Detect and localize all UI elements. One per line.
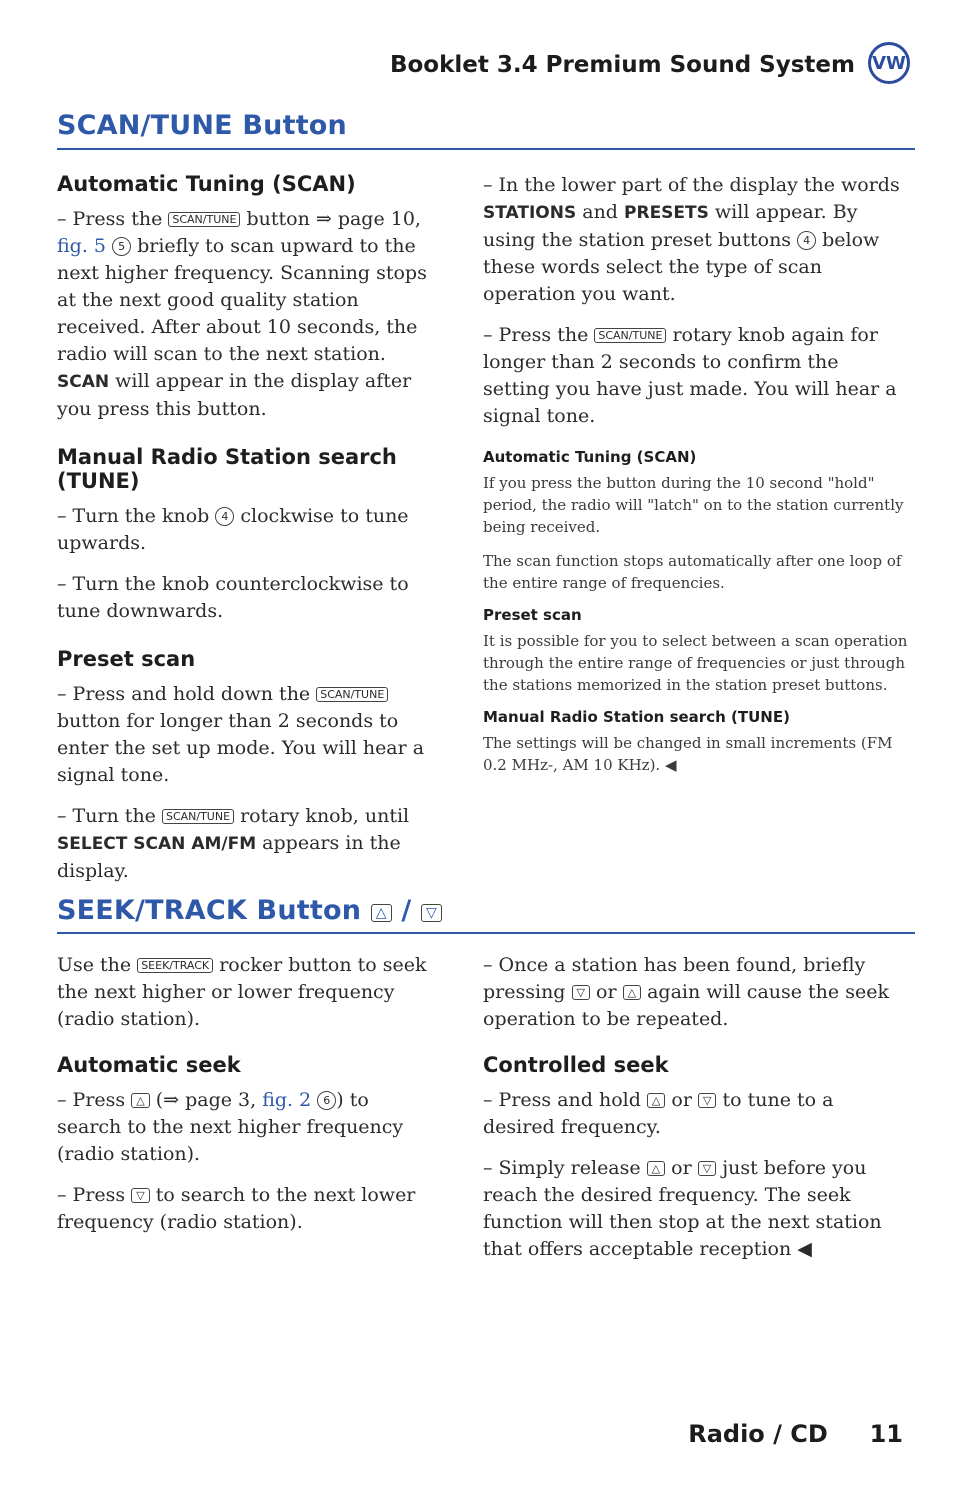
scan-tune-right-column	[483, 172, 908, 788]
section-divider	[57, 932, 915, 934]
heading-controlled-seek: Controlled seek	[483, 1053, 669, 1077]
section-divider	[57, 148, 915, 150]
paragraph-seek-down: – Press ▽ to search to the next lower frequency (radio station).	[57, 1184, 416, 1233]
section-title-scan-tune: SCAN/TUNE Button	[57, 110, 347, 141]
heading-manual-search: Manual Radio Station search (TUNE)	[57, 445, 397, 493]
arrow-down-icon: ▽	[698, 1093, 716, 1108]
heading-automatic-seek: Automatic seek	[57, 1053, 241, 1077]
scan-tune-key: SCAN/TUNE	[594, 328, 666, 343]
arrow-up-icon: △	[131, 1093, 149, 1108]
note-heading-preset-scan: Preset scan	[483, 606, 582, 624]
arrow-down-icon: ▽	[698, 1161, 716, 1176]
callout-4-icon: 4	[215, 507, 234, 526]
paragraph-release: – Simply release △ or ▽ just before you reach the desired frequency. The seek function will then stop at the next station that offers acceptable reception ◀	[483, 1157, 882, 1260]
heading-automatic-tuning: Automatic Tuning (SCAN)	[57, 172, 356, 196]
heading-preset-scan: Preset scan	[57, 647, 196, 671]
seek-track-key: SEEK/TRACK	[137, 958, 213, 973]
paragraph-press-hold-seek: – Press and hold △ or ▽ to tune to a desired frequency.	[483, 1089, 834, 1138]
paragraph-turn-counterclockwise: – Turn the knob counterclockwise to tune downwards.	[57, 573, 409, 622]
paragraph-automatic-tuning: – Press the SCAN/TUNE button ⇒ page 10, fig. 5 5 briefly to scan upward to the next higher frequency. Scanning stops at the next good quality station received. After about 10 seconds, the radio will scan to the next station. SCAN will appear in the display after you press this button.	[57, 208, 427, 420]
note-heading-manual-search: Manual Radio Station search (TUNE)	[483, 708, 790, 726]
footer-label: Radio / CD	[688, 1420, 828, 1448]
note-heading-automatic-tuning: Automatic Tuning (SCAN)	[483, 448, 697, 466]
callout-5-icon: 5	[112, 237, 131, 256]
paragraph-repeat: – Once a station has been found, briefly pressing ▽ or △ again will cause the seek operation to be repeated.	[483, 954, 889, 1030]
arrow-down-icon: ▽	[421, 904, 442, 922]
note-scan-stops: The scan function stops automatically after one loop of the entire range of frequencies.	[483, 552, 902, 592]
paragraph-confirm: – Press the SCAN/TUNE rotary knob again for longer than 2 seconds to confirm the setting you have just made. You will hear a signal tone.	[483, 324, 897, 427]
callout-6-icon: 6	[317, 1091, 336, 1110]
arrow-up-icon: △	[647, 1093, 665, 1108]
vw-logo-icon: VW	[868, 42, 910, 84]
note-latch: If you press the button during the 10 second "hold" period, the radio will "latch" on to the station currently being received.	[483, 474, 904, 536]
scan-tune-key: SCAN/TUNE	[168, 212, 240, 227]
paragraph-seek-up: – Press △ (⇒ page 3, fig. 2 6 ) to search to the next higher frequency (radio station).	[57, 1089, 404, 1165]
paragraph-turn-clockwise: – Turn the knob 4 clockwise to tune upwards.	[57, 505, 409, 554]
paragraph-rocker: Use the SEEK/TRACK rocker button to seek the next higher or lower frequency (radio station).	[57, 954, 427, 1030]
paragraph-stations-presets: – In the lower part of the display the words STATIONS and PRESETS will appear. By using the station preset buttons 4 below these words select the type of scan operation you want.	[483, 174, 900, 305]
page-header: Booklet 3.4 Premium Sound System	[389, 52, 855, 78]
page-number: 11	[869, 1420, 903, 1448]
arrow-up-icon: △	[623, 985, 641, 1000]
scan-tune-key: SCAN/TUNE	[316, 687, 388, 702]
arrow-down-icon: ▽	[572, 985, 590, 1000]
page-footer	[688, 1420, 903, 1448]
section-title-seek-track: SEEK/TRACK Button △ / ▽	[57, 895, 442, 926]
seek-track-left-column	[57, 952, 437, 1250]
arrow-down-icon: ▽	[131, 1188, 149, 1203]
callout-4-icon: 4	[797, 231, 816, 250]
scan-tune-key: SCAN/TUNE	[162, 809, 234, 824]
paragraph-turn-rotary: – Turn the SCAN/TUNE rotary knob, until SELECT SCAN AM/FM appears in the display.	[57, 805, 410, 882]
note-preset-scan: It is possible for you to select between a scan operation through the entire range of frequencies or just through the stations memorized in the station preset buttons.	[483, 632, 908, 694]
paragraph-press-hold: – Press and hold down the SCAN/TUNE button for longer than 2 seconds to enter the set up mode. You will hear a signal tone.	[57, 683, 425, 786]
scan-tune-left-column	[57, 172, 437, 899]
arrow-up-icon: △	[647, 1161, 665, 1176]
note-increments: The settings will be changed in small increments (FM 0.2 MHz-, AM 10 KHz). ◀	[483, 734, 893, 774]
arrow-up-icon: △	[371, 904, 392, 922]
seek-track-right-column	[483, 952, 908, 1277]
